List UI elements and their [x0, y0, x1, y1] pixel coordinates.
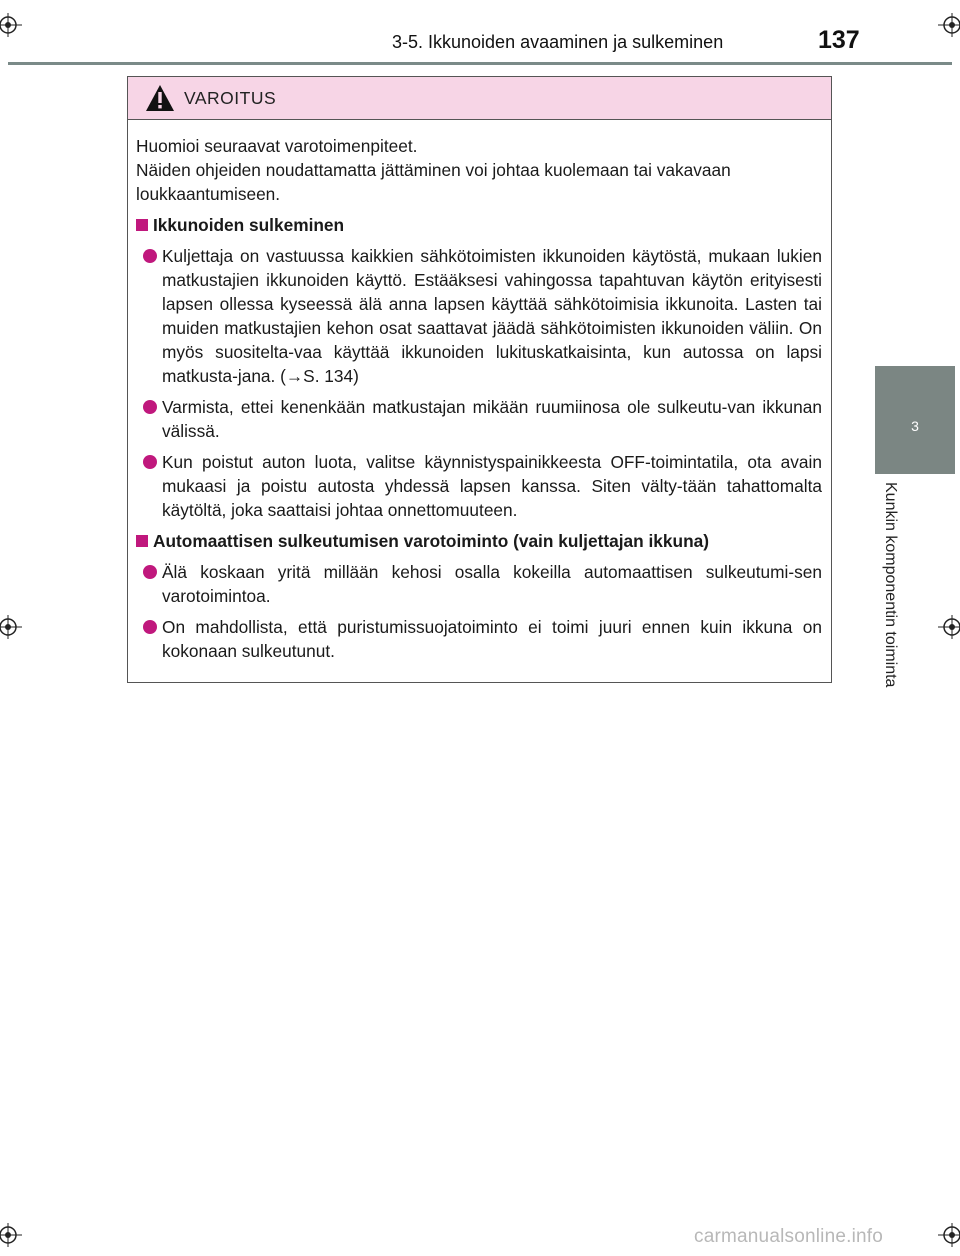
- warning-box: [127, 76, 832, 683]
- circle-bullet-icon: [143, 560, 162, 574]
- circle-bullet-icon: [143, 244, 162, 258]
- section-heading: [136, 529, 822, 553]
- chapter-number: 3: [911, 418, 919, 434]
- list-item: [136, 450, 822, 522]
- list-item: [136, 615, 822, 663]
- intro-line: Huomioi seuraavat varotoimenpiteet.: [136, 136, 418, 156]
- list-item-text: Varmista, ettei kenenkään matkustajan mikään ruumiinosa ole sulkeutu-van ikkunan välissä.: [162, 397, 822, 441]
- list-item: [136, 244, 822, 388]
- chapter-label: Kunkin komponentin toiminta: [882, 482, 899, 688]
- square-bullet-icon: [136, 219, 148, 231]
- list-item-text: Kuljettaja on vastuussa kaikkien sähkötoimisten ikkunoiden käytöstä, mukaan lukien matkustajien ikkunoiden käyttö. Estääksesi vahingossa tapahtuvan käytön erityisesti lapsen ollessa kyseessä älä anna lapsen käyttää sähkötoimisia ikkunoita. Lasten tai muiden matkustajien kehon osat saattavat jäädä sähkötoimisten ikkunoiden väliin. On myös suositelta-vaa käyttää ikkunoiden lukituskatkaisinta, kun autossa on lapsi matkusta-jana. (→S. 134): [162, 246, 822, 386]
- warning-header: [128, 77, 831, 120]
- list-item-text: On mahdollista, että puristumissuojatoiminto ei toimi juuri ennen kuin ikkuna on kokonaan sulkeutunut.: [162, 617, 822, 661]
- circle-bullet-icon: [143, 615, 162, 629]
- registration-mark-bottom-right-icon: [930, 1220, 960, 1250]
- warning-intro: [136, 134, 822, 206]
- header-divider: [8, 62, 952, 65]
- section-heading-text: Automaattisen sulkeutumisen varotoiminto (vain kuljettajan ikkuna): [153, 531, 709, 551]
- circle-bullet-icon: [143, 395, 162, 409]
- page-number: 137: [818, 26, 860, 54]
- registration-mark-bottom-left-icon: [0, 1220, 30, 1250]
- registration-mark-mid-right-icon: [930, 612, 960, 642]
- list-item: [136, 395, 822, 443]
- section-heading: [136, 213, 822, 237]
- watermark: carmanualsonline.info: [694, 1226, 884, 1247]
- list-item: [136, 560, 822, 608]
- list-item-text: Kun poistut auton luota, valitse käynnistyspainikkeesta OFF-toimintatila, ota avain mukaasi ja poistu autosta yhdessä lapsen kanssa. Siten välty-tään tahattomalta käytöltä, joka saattaisi johtaa onnettomuuteen.: [162, 452, 822, 520]
- warning-title: VAROITUS: [184, 88, 277, 108]
- page-header: [0, 22, 960, 62]
- section-heading-text: Ikkunoiden sulkeminen: [153, 215, 345, 235]
- registration-mark-mid-left-icon: [0, 612, 30, 642]
- section-title: 3-5. Ikkunoiden avaaminen ja sulkeminen: [392, 32, 724, 52]
- square-bullet-icon: [136, 535, 148, 547]
- warning-triangle-icon: [145, 84, 175, 112]
- circle-bullet-icon: [143, 450, 162, 464]
- warning-body: [128, 120, 831, 663]
- intro-line: Näiden ohjeiden noudattamatta jättäminen voi johtaa kuolemaan tai vakavaan loukkaantumiseen.: [136, 160, 731, 204]
- chapter-tab: [875, 366, 955, 474]
- list-item-text: Älä koskaan yritä millään kehosi osalla kokeilla automaattisen sulkeutumi-sen varotoimintoa.: [162, 562, 822, 606]
